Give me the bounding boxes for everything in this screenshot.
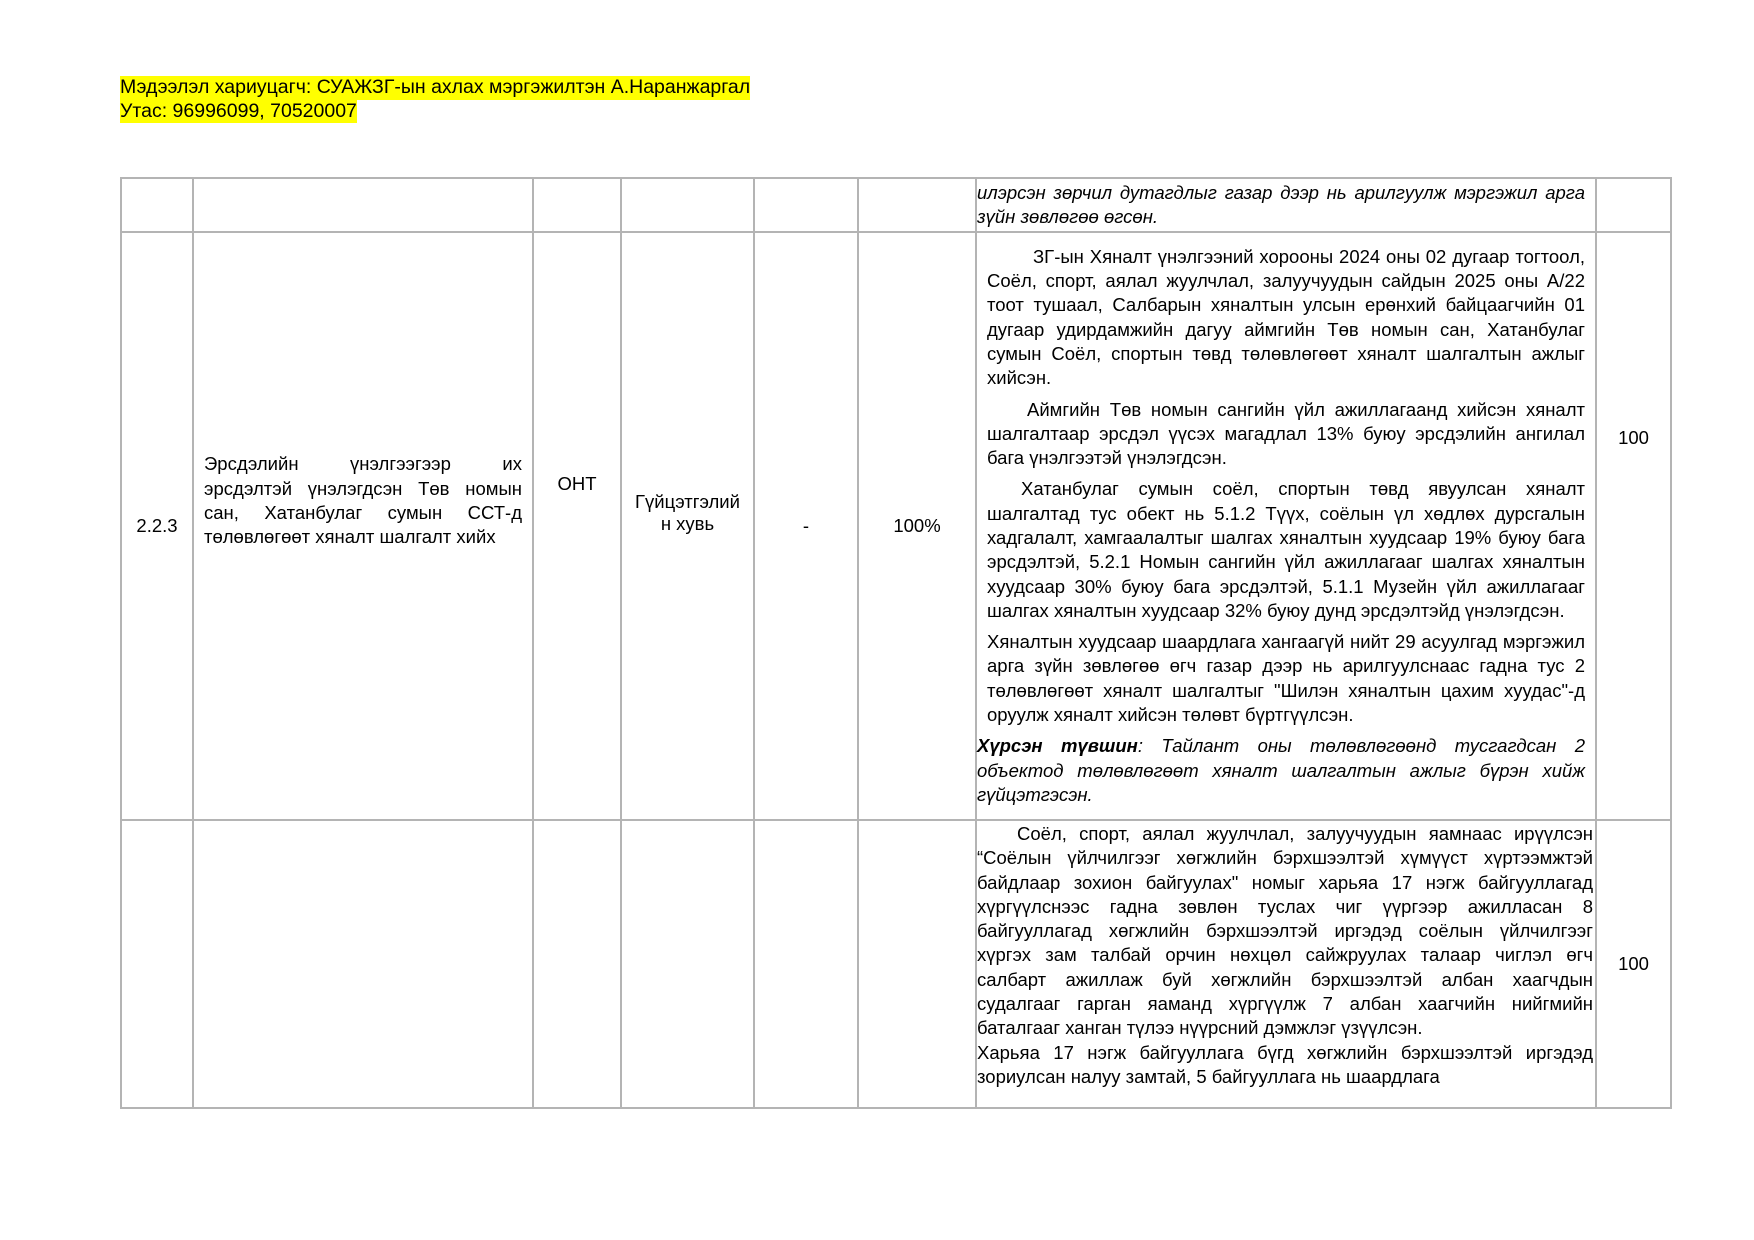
indicator-line-1: Гүйцэтгэлий: [635, 491, 740, 512]
table-row: [121, 232, 1671, 820]
result-label: Хүрсэн түвшин: [977, 735, 1138, 757]
cell-indicator: [621, 178, 754, 232]
cell-number: [121, 178, 193, 232]
cell-target: 100%: [858, 232, 976, 820]
cell-report: [976, 820, 1596, 1108]
report-table: [120, 177, 1672, 1109]
cell-indicator: [621, 820, 754, 1108]
cell-target: [858, 178, 976, 232]
cell-report: [976, 232, 1596, 820]
report-paragraph: ЗГ-ын Хяналт үнэлгээний хорооны 2024 оны 02 дугаар тогтоол, Соёл, спорт, аялал жуулчлал, залуучуудын сайдын 2025 оны А/22 тоот тушаал, Салбарын хяналтын улсын ерөнхий байцаагчийн 01 дугаар удирдамжийн дагуу аймгийн Төв номын сан, Хатанбулаг сумын Соёл, спортын төвд төлөвлөгөөт хяналт шалгалтын ажлыг хийсэн.: [987, 245, 1585, 389]
indicator-line-2: н хувь: [660, 513, 715, 534]
cell-score: 100: [1596, 820, 1671, 1108]
task-text: Эрсдэлийн үнэлгээгээр их эрсдэлтэй үнэлэгдсэн Төв номын сан, Хатанбулаг сумын ССТ-д төлөвлөгөөт хяналт шалгалт хийх: [204, 453, 522, 548]
cell-responsible: [533, 178, 621, 232]
cell-target: [858, 820, 976, 1108]
cell-task: [193, 232, 533, 820]
cell-indicator: [621, 232, 754, 820]
contact-info: [120, 76, 750, 123]
cell-task: [193, 178, 533, 232]
cell-baseline: -: [754, 232, 858, 820]
responsible-person: Мэдээлэл хариуцагч: СУАЖЗГ-ын ахлах мэргэжилтэн А.Наранжаргал: [120, 76, 751, 98]
phone-numbers: Утас: 96996099, 70520007: [120, 99, 357, 122]
report-result: [977, 734, 1585, 807]
table-row: [121, 820, 1671, 1108]
cell-report: [976, 178, 1596, 232]
cell-score: [1596, 178, 1671, 232]
cell-score: [1596, 232, 1671, 820]
responsible-unit: ОНТ: [557, 473, 597, 494]
score-value: 100: [1618, 427, 1649, 448]
cell-baseline: [754, 178, 858, 232]
report-paragraph: Харьяа 17 нэгж байгууллага бүгд хөгжлийн бэрхшээлтэй иргэдэд зориулсан налуу замтай, 5 байгууллага нь шаардлага: [977, 1041, 1593, 1087]
result-text: : Тайлант оны төлөвлөгөөнд тусгагдсан 2 объектод төлөвлөгөөт хяналт шалгалтын ажлыг бүрэн хийж гүйцэтгэсэн.: [977, 735, 1586, 805]
cell-baseline: [754, 820, 858, 1108]
table-row: [121, 178, 1671, 232]
cell-task: [193, 820, 533, 1108]
report-paragraph: Хяналтын хуудсаар шаардлага хангаагүй нийт 29 асуулгад мэргэжил арга зүйн зөвлөгөө өгч газар дээр нь арилгуулснаас гадна тус 2 төлөвлөгөөт хяналт шалгалтыг "Шилэн хяналтын цахим хуудас"-д оруулж хяналт хийсэн төлөвт бүртгүүлсэн.: [987, 631, 1585, 726]
report-paragraph: Хатанбулаг сумын соёл, спортын төвд явуулсан хяналт шалгалтад тус обект нь 5.1.2 Түүх, соёлын үл хөдлөх дурсгалын хадгалалт, хамгаалалтыг шалгах хяналтын хуудсаар 19% буюу бага эрсдэлтэй, 5.2.1 Номын сангийн үйл ажиллагааг шалгах хяналтын хуудсаар 30% буюу бага эрсдэлтэй, 5.1.1 Музейн үйл ажиллагааг шалгах хяналтын хуудсаар 32% буюу дунд эрсдэлтэйд үнэлэгдсэн.: [987, 478, 1585, 621]
cell-number: [121, 820, 193, 1108]
cell-number: 2.2.3: [121, 232, 193, 820]
cell-responsible: [533, 820, 621, 1108]
report-continued-text: илэрсэн зөрчил дутагдлыг газар дээр нь арилгуулж мэргэжил арга зүйн зөвлөгөө өгсөн.: [977, 181, 1585, 227]
report-body: [977, 245, 1595, 808]
cell-responsible: [533, 232, 621, 820]
indicator-text: [622, 491, 753, 535]
report-body: [977, 821, 1595, 1089]
report-paragraph: Аймгийн Төв номын сангийн үйл ажиллагаанд хийсэн хяналт шалгалтаар эрсдэл үүсэх магадлал 13% буюу эрсдэлийн ангилал бага үнэлгээтэй үнэлэгдсэн.: [987, 398, 1585, 469]
report-paragraph: Соёл, спорт, аялал жуулчлал, залуучуудын яамнаас ирүүлсэн “Соёлын үйлчилгээг хөгжлийн бэрхшээлтэй хүмүүст хүртээмжтэй байдлаар зохион байгуулах" номыг харьяа 17 нэгж байгууллагад хүргүүлснээс гадна зөвлөн туслах чиг үүргээр ажилласан 8 байгууллагад хөгжлийн бэрхшээлтэй иргэдэд соёлын үйлчилгээг хүргэх зам талбай орчин нөхцөл сайжруулах талаар чиглэл өгч салбарт ажиллаж буй хөгжлийн бэрхшээлтэй албан хаагчдын судалгааг гарган яаманд хүргүүлж 7 албан хаагчийн нийгмийн баталгааг ханган түлээ нүүрсний дэмжлэг үзүүлсэн.: [977, 823, 1593, 1039]
